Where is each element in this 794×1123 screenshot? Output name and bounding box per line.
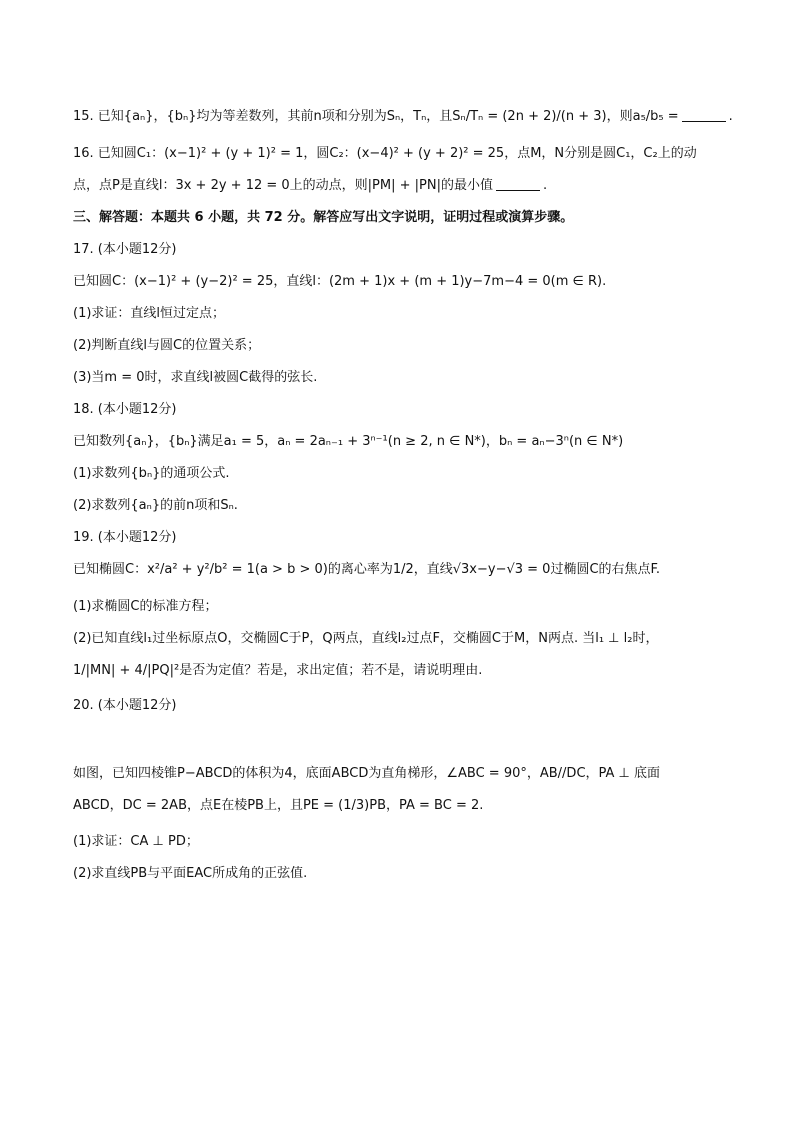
- answer-blank: [682, 109, 726, 122]
- question-16-text: 点，点P是直线l：3x + 2y + 12 = 0上的动点，则|PM| + |PN|的最小值: [73, 178, 493, 193]
- answer-blank: [496, 178, 540, 191]
- question-19-part2-cont: 1/|MN| + 4/|PQ|²是否为定值？若是，求出定值；若不是，请说明理由.: [73, 663, 483, 678]
- question-20-stem-line1: 如图，已知四棱锥P−ABCD的体积为4，底面ABCD为直角梯形，∠ABC = 90°，AB//DC，PA ⊥ 底面: [73, 766, 661, 781]
- question-19-header: 19. (本小题12分): [73, 530, 177, 545]
- question-18-header: 18. (本小题12分): [73, 402, 177, 417]
- question-15: [73, 108, 733, 126]
- question-19-part2: (2)已知直线l₁过坐标原点O，交椭圆C于P，Q两点，直线l₂过点F，交椭圆C于M，N两点. 当l₁ ⊥ l₂时，: [73, 631, 659, 646]
- question-16-end: .: [542, 178, 548, 193]
- question-17-stem: 已知圆C：(x−1)² + (y−2)² = 25，直线l：(2m + 1)x + (m + 1)y−7m−4 = 0(m ∈ R).: [73, 274, 607, 289]
- section-heading: 三、解答题：本题共 6 小题，共 72 分。解答应写出文字说明，证明过程或演算步骤。: [73, 210, 574, 225]
- question-20-part1: (1)求证：CA ⊥ PD；: [73, 834, 199, 849]
- question-15-end: .: [728, 109, 733, 124]
- question-17-part2: (2)判断直线l与圆C的位置关系；: [73, 338, 261, 353]
- question-17-part3: (3)当m = 0时，求直线l被圆C截得的弦长.: [73, 370, 318, 385]
- question-19-stem: 已知椭圆C：x²/a² + y²/b² = 1(a > b > 0)的离心率为1/2，直线√3x−y−√3 = 0过椭圆C的右焦点F.: [73, 562, 661, 577]
- question-18-stem: 已知数列{aₙ}，{bₙ}满足a₁ = 5，aₙ = 2aₙ₋₁ + 3ⁿ⁻¹(n ≥ 2, n ∈ N*)，bₙ = aₙ−3ⁿ(n ∈ N*): [73, 434, 624, 449]
- question-18-part2: (2)求数列{aₙ}的前n项和Sₙ.: [73, 498, 238, 513]
- question-16-line1: 16. 已知圆C₁：(x−1)² + (y + 1)² = 1，圆C₂：(x−4)² + (y + 2)² = 25，点M，N分别是圆C₁，C₂上的动: [73, 146, 697, 161]
- question-17-header: 17. (本小题12分): [73, 242, 177, 257]
- question-19-part1: (1)求椭圆C的标准方程；: [73, 599, 218, 614]
- question-15-text: 15. 已知{aₙ}，{bₙ}均为等差数列，其前n项和分别为Sₙ，Tₙ，且Sₙ/Tₙ = (2n + 2)/(n + 3)，则a₅/b₅ =: [73, 109, 679, 124]
- question-18-part1: (1)求数列{bₙ}的通项公式.: [73, 466, 230, 481]
- question-16-line2: [73, 177, 547, 195]
- question-20-header: 20. (本小题12分): [73, 698, 177, 713]
- question-20-part2: (2)求直线PB与平面EAC所成角的正弦值.: [73, 866, 308, 881]
- question-20-stem-line2: ABCD，DC = 2AB，点E在棱PB上，且PE = (1/3)PB，PA = BC = 2.: [73, 798, 484, 813]
- question-17-part1: (1)求证：直线l恒过定点；: [73, 306, 226, 321]
